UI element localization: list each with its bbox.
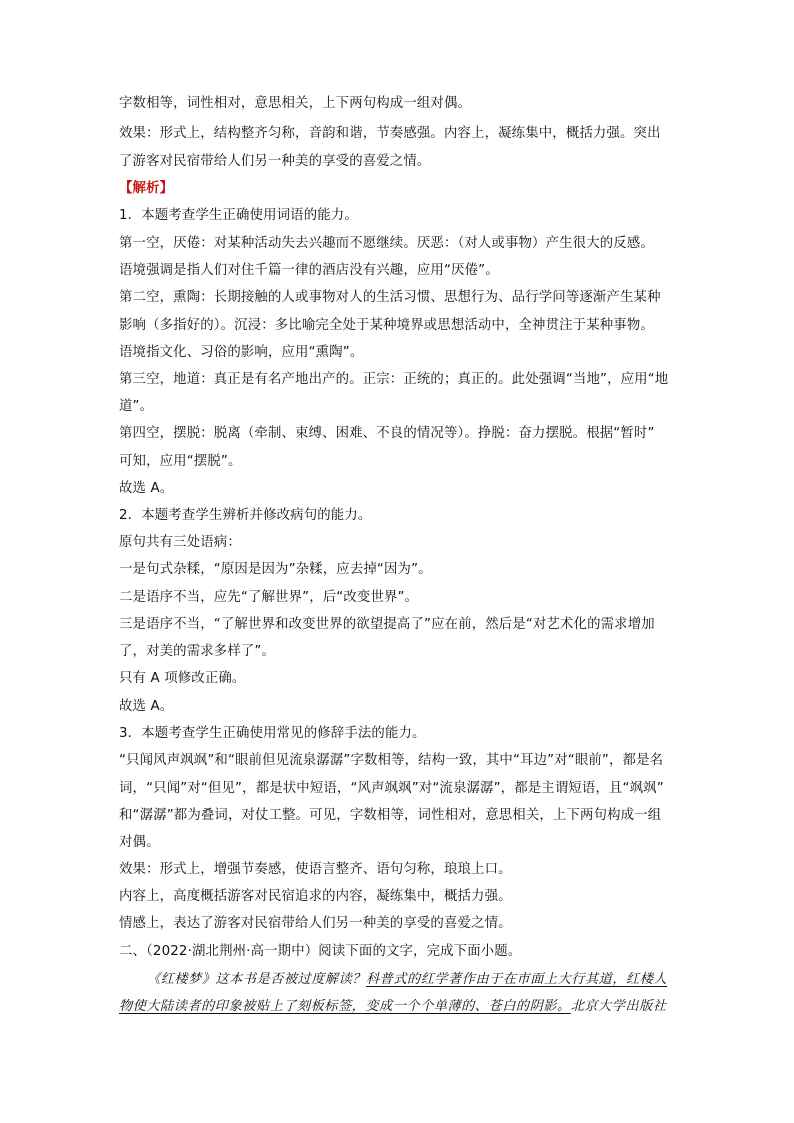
answer-choice: 故选 A。	[119, 699, 174, 714]
analysis-line: 效果：形式上，增强节奏感，使语言整齐、语句匀称，琅琅上口。	[119, 862, 512, 877]
analysis-heading: 【解析】	[119, 181, 174, 196]
analysis-line: 情感上，表达了游客对民宿带给人们另一种美的享受的喜爱之情。	[119, 916, 512, 931]
passage-text: 北京大学出版社	[570, 999, 667, 1014]
analysis-line: 只有 A 项修改正确。	[119, 671, 246, 686]
analysis-item-3: 3．本题考查学生正确使用常见的修辞手法的能力。	[119, 726, 426, 741]
analysis-line: 第一空，厌倦：对某种活动失去兴趣而不愿继续。厌恶：（对人或事物）产生很大的反感。	[119, 236, 654, 251]
answer-effect-line-cont: 了游客对民宿带给人们另一种美的享受的喜爱之情。	[119, 154, 431, 169]
analysis-line: 第三空，地道：真正是有名产地出产的。正宗：正统的；真正的。此处强调“当地”，应用“地	[119, 372, 669, 387]
answer-line-1: 字数相等，词性相对，意思相关，上下两句构成一组对偶。	[119, 96, 472, 111]
analysis-item-1: 1．本题考查学生正确使用词语的能力。	[119, 208, 358, 223]
reading-passage-line-2	[119, 998, 667, 1016]
analysis-line: 内容上，高度概括游客对民宿追求的内容，凝练集中，概括力强。	[119, 889, 512, 904]
analysis-line: 原句共有三处语病：	[119, 535, 241, 550]
analysis-line: “只闻风声飒飒”和“眼前但见流泉潺潺”字数相等，结构一致，其中“耳边”对“眼前”，都是名	[119, 753, 664, 768]
analysis-line: 了，对美的需求多样了”。	[119, 644, 276, 659]
analysis-line: 可知，应用“摆脱”。	[119, 454, 242, 469]
passage-text: 《红楼梦》这本书是否被过度解读？	[147, 972, 366, 987]
answer-effect-line: 效果：形式上，结构整齐匀称，音韵和谐，节奏感强。内容上，凝练集中，概括力强。突出	[119, 126, 661, 141]
analysis-line: 第二空，熏陶：长期接触的人或事物对人的生活习惯、思想行为、品行学问等逐渐产生某种	[119, 290, 661, 305]
analysis-line: 二是语序不当，应先“了解世界”，后“改变世界”。	[119, 590, 419, 605]
analysis-line: 第四空，摆脱：脱离（牵制、束缚、困难、不良的情况等）。挣脱：奋力摆脱。根据“暂时”	[119, 426, 655, 441]
analysis-line: 一是句式杂糅，“原因是因为”杂糅，应去掉“因为”。	[119, 562, 432, 577]
analysis-line: 语境强调是指人们对住千篇一律的酒店没有兴趣，应用“厌倦”。	[119, 263, 499, 278]
passage-underlined-text: 物使大陆读者的印象被贴上了刻板标签，变成一个个单薄的、苍白的阴影。	[119, 999, 571, 1014]
analysis-line: 对偶。	[119, 835, 160, 850]
analysis-line: 语境指文化、习俗的影响，应用“熏陶”。	[119, 345, 364, 360]
section-two-heading: 二、（2022·湖北荆州·高一期中）阅读下面的文字，完成下面小题。	[119, 944, 522, 959]
reading-passage-line-1	[147, 971, 667, 989]
passage-underlined-text: 科普式的红学著作由于在市面上大行其道，红楼人	[366, 972, 668, 987]
analysis-item-2: 2．本题考查学生辨析并修改病句的能力。	[119, 508, 372, 523]
analysis-line: 三是语序不当，“了解世界和改变世界的欲望提高了”应在前，然后是“对艺术化的需求增加	[119, 617, 655, 632]
answer-choice: 故选 A。	[119, 481, 174, 496]
analysis-line: 词，“只闻”对“但见”，都是状中短语，“风声飒飒”对“流泉潺潺”，都是主谓短语，且“飒飒”	[119, 781, 664, 796]
analysis-line: 和“潺潺”都为叠词，对仗工整。可见，字数相等，词性相对，意思相关，上下两句构成一组	[119, 808, 662, 823]
analysis-line: 道”。	[119, 399, 154, 414]
analysis-line: 影响（多指好的）。沉浸：多比喻完全处于某种境界或思想活动中，全神贯注于某种事物。	[119, 318, 654, 333]
